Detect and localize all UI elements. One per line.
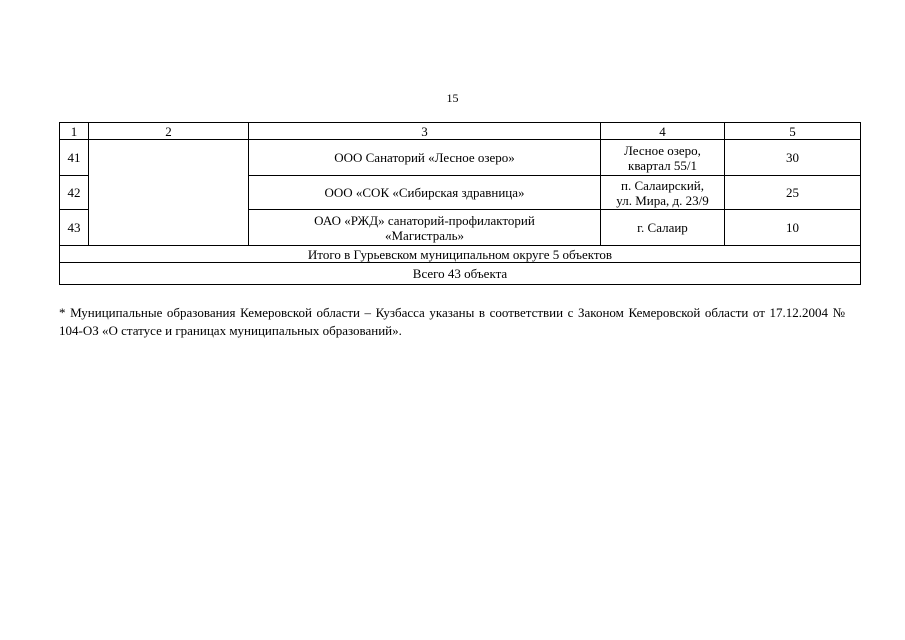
column-header: 3 [249, 123, 601, 140]
object-location: п. Салаирский, ул. Мира, д. 23/9 [601, 176, 725, 210]
row-number: 42 [60, 176, 89, 210]
column-header: 2 [89, 123, 249, 140]
footnote: * Муниципальные образования Кемеровской области – Кузбасса указаны в соответствии с Законом Кемеровской области от 17.12.2004 № 104-ОЗ «О статусе и границах муниципальных образований». [59, 305, 845, 338]
total-row [60, 263, 861, 285]
object-name: ООО «СОК «Сибирская здравница» [249, 176, 601, 210]
object-name: ОАО «РЖД» санаторий-профилакторий «Магистраль» [249, 210, 601, 246]
row-number: 41 [60, 140, 89, 176]
row-number: 43 [60, 210, 89, 246]
object-value: 10 [725, 210, 861, 246]
object-location: Лесное озеро, квартал 55/1 [601, 140, 725, 176]
object-name: ООО Санаторий «Лесное озеро» [249, 140, 601, 176]
column-header: 1 [60, 123, 89, 140]
column-header: 4 [601, 123, 725, 140]
subtotal-text: Итого в Гурьевском муниципальном округе 5 объектов [60, 246, 861, 263]
objects-table [59, 122, 861, 285]
object-value: 25 [725, 176, 861, 210]
district-cell [89, 140, 249, 246]
table-row [60, 140, 861, 176]
object-value: 30 [725, 140, 861, 176]
total-text: Всего 43 объекта [60, 263, 861, 285]
table-header-row [60, 123, 861, 140]
object-location: г. Салаир [601, 210, 725, 246]
subtotal-row [60, 246, 861, 263]
column-header: 5 [725, 123, 861, 140]
page-number: 15 [446, 91, 459, 105]
